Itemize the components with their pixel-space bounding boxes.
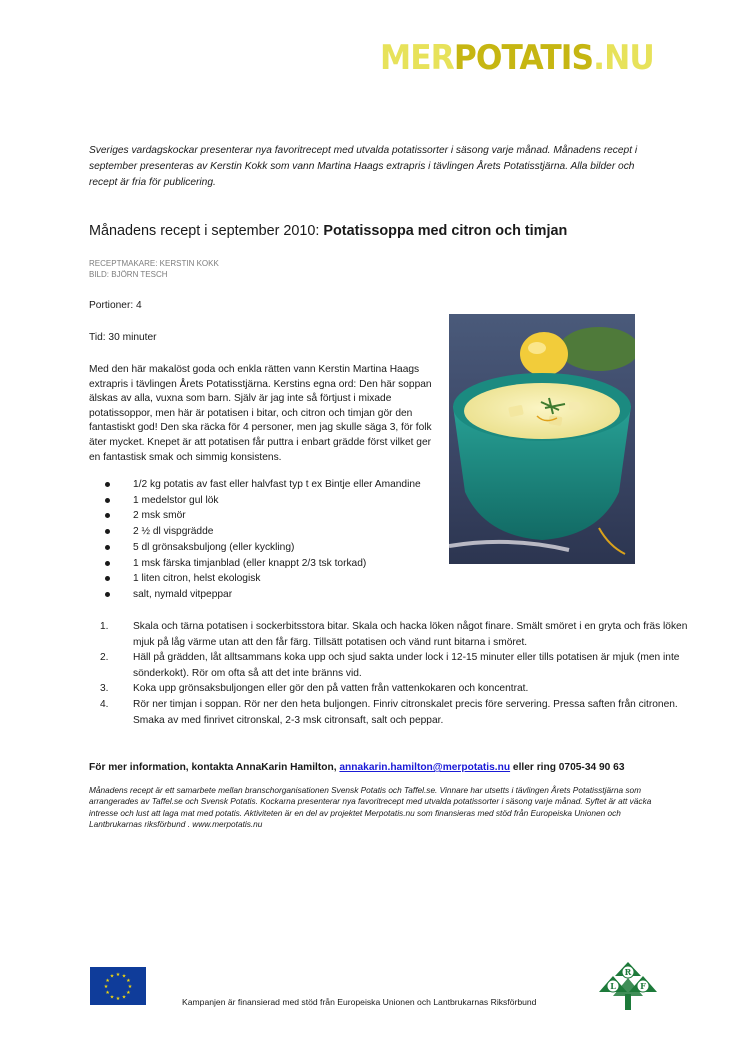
lrf-tree-icon [597, 962, 659, 1010]
lrf-letter-f: F [640, 981, 646, 991]
contact-line: För mer information, kontakta AnnaKarin Hamilton, annakarin.hamilton@merpotatis.nu eller ring 0705-34 90 63 [89, 762, 625, 773]
about-paragraph: Månadens recept är ett samarbete mellan branschorganisationen Svensk Potatis och Taffel.se. Vinnare har utsetts i tävlingen Årets Potatisstjärna som arrangerades av Taffel.se och Svensk Potatis. Kockarna presenterar nya favoritrecept med utvalda potatissorter i säsong varje månad. Syftet är att väcka intresse och lust att laga mat med potatis. Aktiviteten är en del av projektet Merpotatis.nu som finansieras med stöd från Europeiska Unionen och Lantbrukarnas riksförbund . www.merpotatis.nu [89, 785, 652, 829]
eu-star-icon: ★ [103, 984, 109, 990]
lrf-logo [597, 962, 659, 1010]
instruction-step: Häll på grädden, låt alltsammans koka upp och sjud sakta under lock i 12-15 minuter eller tills potatisen är mjuk (men inte sönderkokt). Rör om ofta så att det inte bränns vid. [133, 652, 680, 679]
credits [89, 259, 219, 280]
lrf-letter-r: R [624, 967, 632, 977]
eu-star-icon: ★ [121, 994, 127, 1001]
eu-star-icon: ★ [115, 972, 121, 978]
eu-star-icon: ★ [126, 978, 131, 984]
ingredient-item: 5 dl grönsaksbuljong (eller kyckling) [133, 540, 493, 556]
recipe-title: Potatissoppa med citron och timjan [323, 223, 568, 239]
eu-star-icon: ★ [121, 973, 127, 980]
contact-email-link[interactable]: annakarin.hamilton@merpotatis.nu [339, 762, 511, 773]
intro-paragraph: Sveriges vardagskockar presenterar nya favoritrecept med utvalda potatissorter i säsong varje månad. Månadens recept i september presenteras av Kerstin Kokk som vann Martina Haags extrapris i tävlingen Årets Potatisstjärna. Alla bilder och recept är fria för publicering. [89, 145, 638, 188]
eu-star-icon: ★ [115, 996, 121, 1002]
portions: Portioner: 4 [89, 300, 142, 311]
instruction-step: Skala och tärna potatisen i sockerbitsstora bitar. Skala och hacka löken något finare. Smält smöret i en gryta och fräs löken mjuk på låg värme utan att den får färg. Tillsätt potatisen och vänd runt bitarna i smöret. [133, 621, 688, 648]
eu-star-icon: ★ [126, 990, 131, 996]
eu-star-icon: ★ [127, 984, 133, 990]
heading-prefix: Månadens recept i september 2010: [89, 223, 324, 239]
eu-star-icon: ★ [105, 978, 110, 984]
ingredient-item: salt, nymald vitpeppar [133, 587, 493, 603]
eu-stars-icon [90, 967, 146, 1005]
eu-star-icon: ★ [105, 990, 110, 996]
ingredient-item: 1 liten citron, helst ekologisk [133, 571, 493, 587]
eu-star-icon: ★ [109, 973, 115, 980]
ingredient-item: 2 msk smör [133, 508, 493, 524]
instruction-list [89, 619, 711, 728]
recipe-heading [89, 221, 567, 241]
footer-funding-note: Kampanjen är finansierad med stöd från Europeiska Unionen och Lantbrukarnas Riksförbund [182, 997, 537, 1007]
eu-flag-logo [90, 967, 146, 1005]
eu-star-icon: ★ [109, 994, 115, 1001]
ingredient-item: 1 medelstor gul lök [133, 493, 493, 509]
instruction-step: Koka upp grönsaksbuljongen eller gör den på vatten från vattenkokaren och koncentrat. [133, 683, 529, 695]
merpotatis-logo: MERPOTATIS.NU [380, 38, 654, 78]
ingredient-item: 1/2 kg potatis av fast eller halvfast typ t ex Bintje eller Amandine [133, 477, 493, 493]
ingredient-item: 1 msk färska timjanblad (eller knappt 2/3 tsk torkad) [133, 556, 493, 572]
ingredient-list [89, 477, 493, 603]
recipe-story: Med den här makalöst goda och enkla rätten vann Kerstin Martina Haags extrapris i tävlingen Årets Potatisstjärna. Kerstins egna ord: Den här soppan älskas av alla, vuxna som barn. Själv är jag inte så förtjust i mixade potatissoppor, men här är potatisen i bitar, och citron och timjan gör den fantastiskt god! Den ska räcka för 4 personer, men jag skulle säga 3, för folk äter mycket. Knepet är att potatisen får puttra i enbart grädde först vilket ger en fantastisk smak och simmig konsistens. [89, 364, 432, 463]
ingredient-item: 2 ½ dl vispgrädde [133, 524, 493, 540]
photo-credit: BILD: BJÖRN TESCH [89, 269, 168, 279]
cooking-time: Tid: 30 minuter [89, 332, 157, 343]
recipe-maker: RECEPTMAKARE: KERSTIN KOKK [89, 259, 219, 268]
instruction-step: Rör ner timjan i soppan. Rör ner den heta buljongen. Finriv citronskalet precis före servering. Pressa saften från citronen. Smaka av med finrivet citronskal, 2-3 msk citronsaft, salt och peppar. [133, 698, 678, 726]
lrf-letter-l: L [610, 981, 616, 991]
